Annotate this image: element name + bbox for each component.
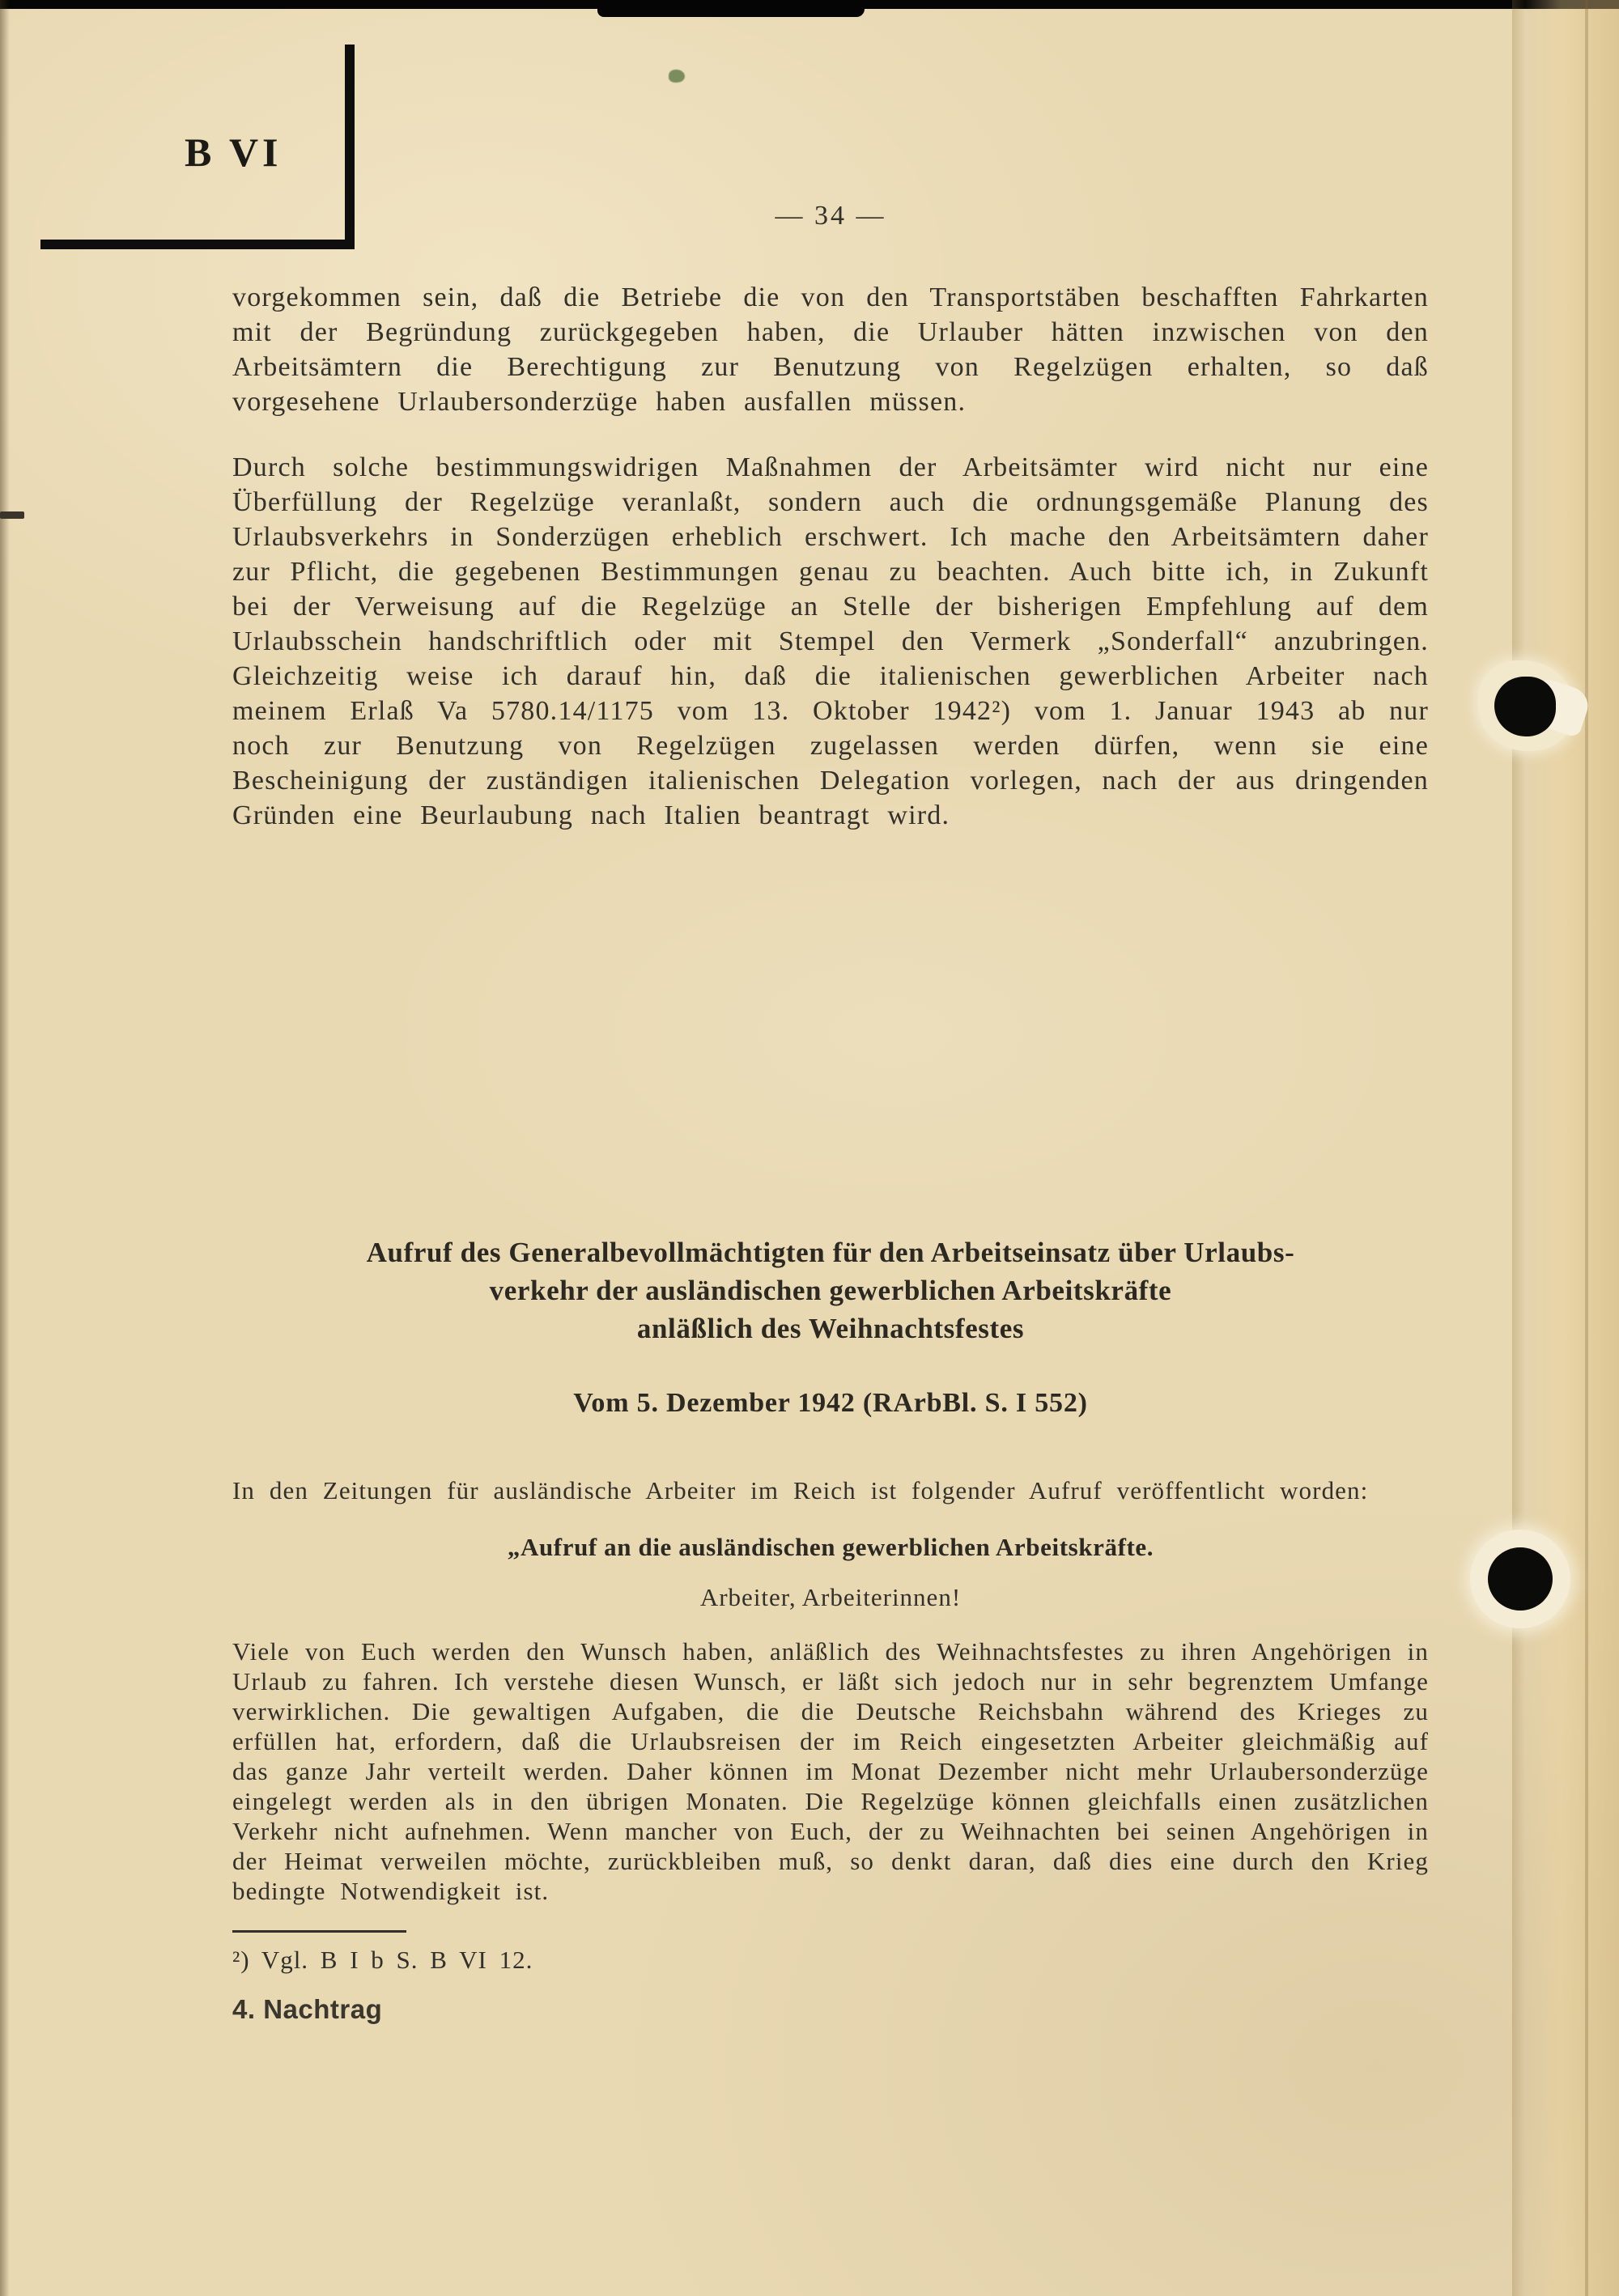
nachtrag-label: 4. Nachtrag [232, 1994, 383, 2024]
text-block-bottom [232, 1214, 1429, 2025]
paragraph-continuation: vorgekommen sein, daß die Betriebe die von den Transportstäben beschafften Fahrkarten mit der Begründung zurückgegeben haben, die Urlauber hätten inzwischen von den Arbeitsämtern die Berechtigung zur Benutzung von Regelzügen erhalten, so daß vorgesehene Urlaubersonderzüge haben ausfallen müssen. [232, 282, 1429, 417]
decree-title [232, 1233, 1429, 1347]
decree-title-line3: anläßlich des Weihnachtsfestes [636, 1313, 1025, 1344]
punch-hole-bottom [1488, 1547, 1553, 1611]
decree-date-line: Vom 5. Dezember 1942 (RArbBl. S. I 552) [573, 1388, 1088, 1418]
page-number: — 34 — [775, 201, 886, 231]
salutation: Arbeiter, Arbeiterinnen! [699, 1583, 962, 1611]
scan-top-edge-blob [597, 0, 865, 17]
text-block-top [232, 201, 1429, 833]
section-label: B VI [185, 129, 283, 175]
decree-title-line1: Aufruf des Generalbevollmächtigten für den Arbeitseinsatz über Urlaubs- [366, 1237, 1295, 1268]
decree-intro: In den Zeitungen für ausländische Arbeiter im Reich ist folgender Aufruf veröffentlicht worden: [232, 1476, 1369, 1504]
margin-mark [0, 511, 24, 519]
left-edge-shadow [0, 0, 10, 2296]
call-body: Viele von Euch werden den Wunsch haben, anläßlich des Weihnachtsfestes zu ihren Angehörigen in Urlaub zu fahren. Ich verstehe diesen Wunsch, er läßt sich jedoch nur in sehr begrenztem Umfange verwirklichen. Die gewaltigen Aufgaben, die die Deutsche Reichsbahn während des Krieges zu erfüllen hat, erfordern, daß die Urlaubsreisen der im Reich eingesetzten Arbeiter gleichmäßig auf das ganze Jahr verteilt werden. Daher können im Monat Dezember nicht mehr Urlaubersonderzüge eingelegt werden als in den übrigen Monaten. Die Regelzüge können gleichfalls einen zusätzlichen Verkehr nicht aufnehmen. Wenn mancher von Euch, der zu Weihnachten bei seinen Angehörigen in der Heimat verweilen möchte, zurückbleiben muß, so denkt daran, daß dies eine durch den Krieg bedingte Notwendigkeit ist. [232, 1637, 1429, 1905]
punch-hole-top [1494, 677, 1556, 736]
page-edge-strip [1512, 0, 1619, 2296]
green-ink-speck [669, 70, 685, 83]
paragraph-directive: Durch solche bestimmungswidrigen Maßnahmen der Arbeitsämter wird nicht nur eine Überfüllung der Regelzüge veranlaßt, sondern auch die ordnungsgemäße Planung des Urlaubsverkehrs in Sonderzügen erheblich erschwert. Ich mache den Arbeitsämtern daher zur Pflicht, die gegebenen Bestimmungen genau zu beachten. Auch bitte ich, in Zukunft bei der Verweisung auf die Regelzüge an Stelle der bisherigen Empfehlung auf dem Urlaubsschein handschriftlich oder mit Stempel den Vermerk „Sonderfall“ anzubringen. Gleichzeitig weise ich darauf hin, daß die italienischen gewerblichen Arbeiter nach meinem Erlaß Va 5780.14/1175 vom 13. Oktober 1942²) vom 1. Januar 1943 ab nur noch zur Benutzung von Regelzügen zugelassen werden dürfen, wenn sie eine Bescheinigung der zuständigen italienischen Delegation vorlegen, nach der aus dringenden Gründen eine Beurlaubung nach Italien beantragt wird. [232, 452, 1429, 830]
call-heading: „Aufruf an die ausländischen gewerblichen Arbeitskräfte. [507, 1533, 1154, 1561]
footnote-rule [232, 1930, 406, 1933]
page-edge-crease [1585, 0, 1588, 2296]
footnote: ²) Vgl. B I b S. B VI 12. [232, 1946, 533, 1974]
decree-title-line2: verkehr der ausländischen gewerblichen Arbeitskräfte [489, 1275, 1172, 1306]
